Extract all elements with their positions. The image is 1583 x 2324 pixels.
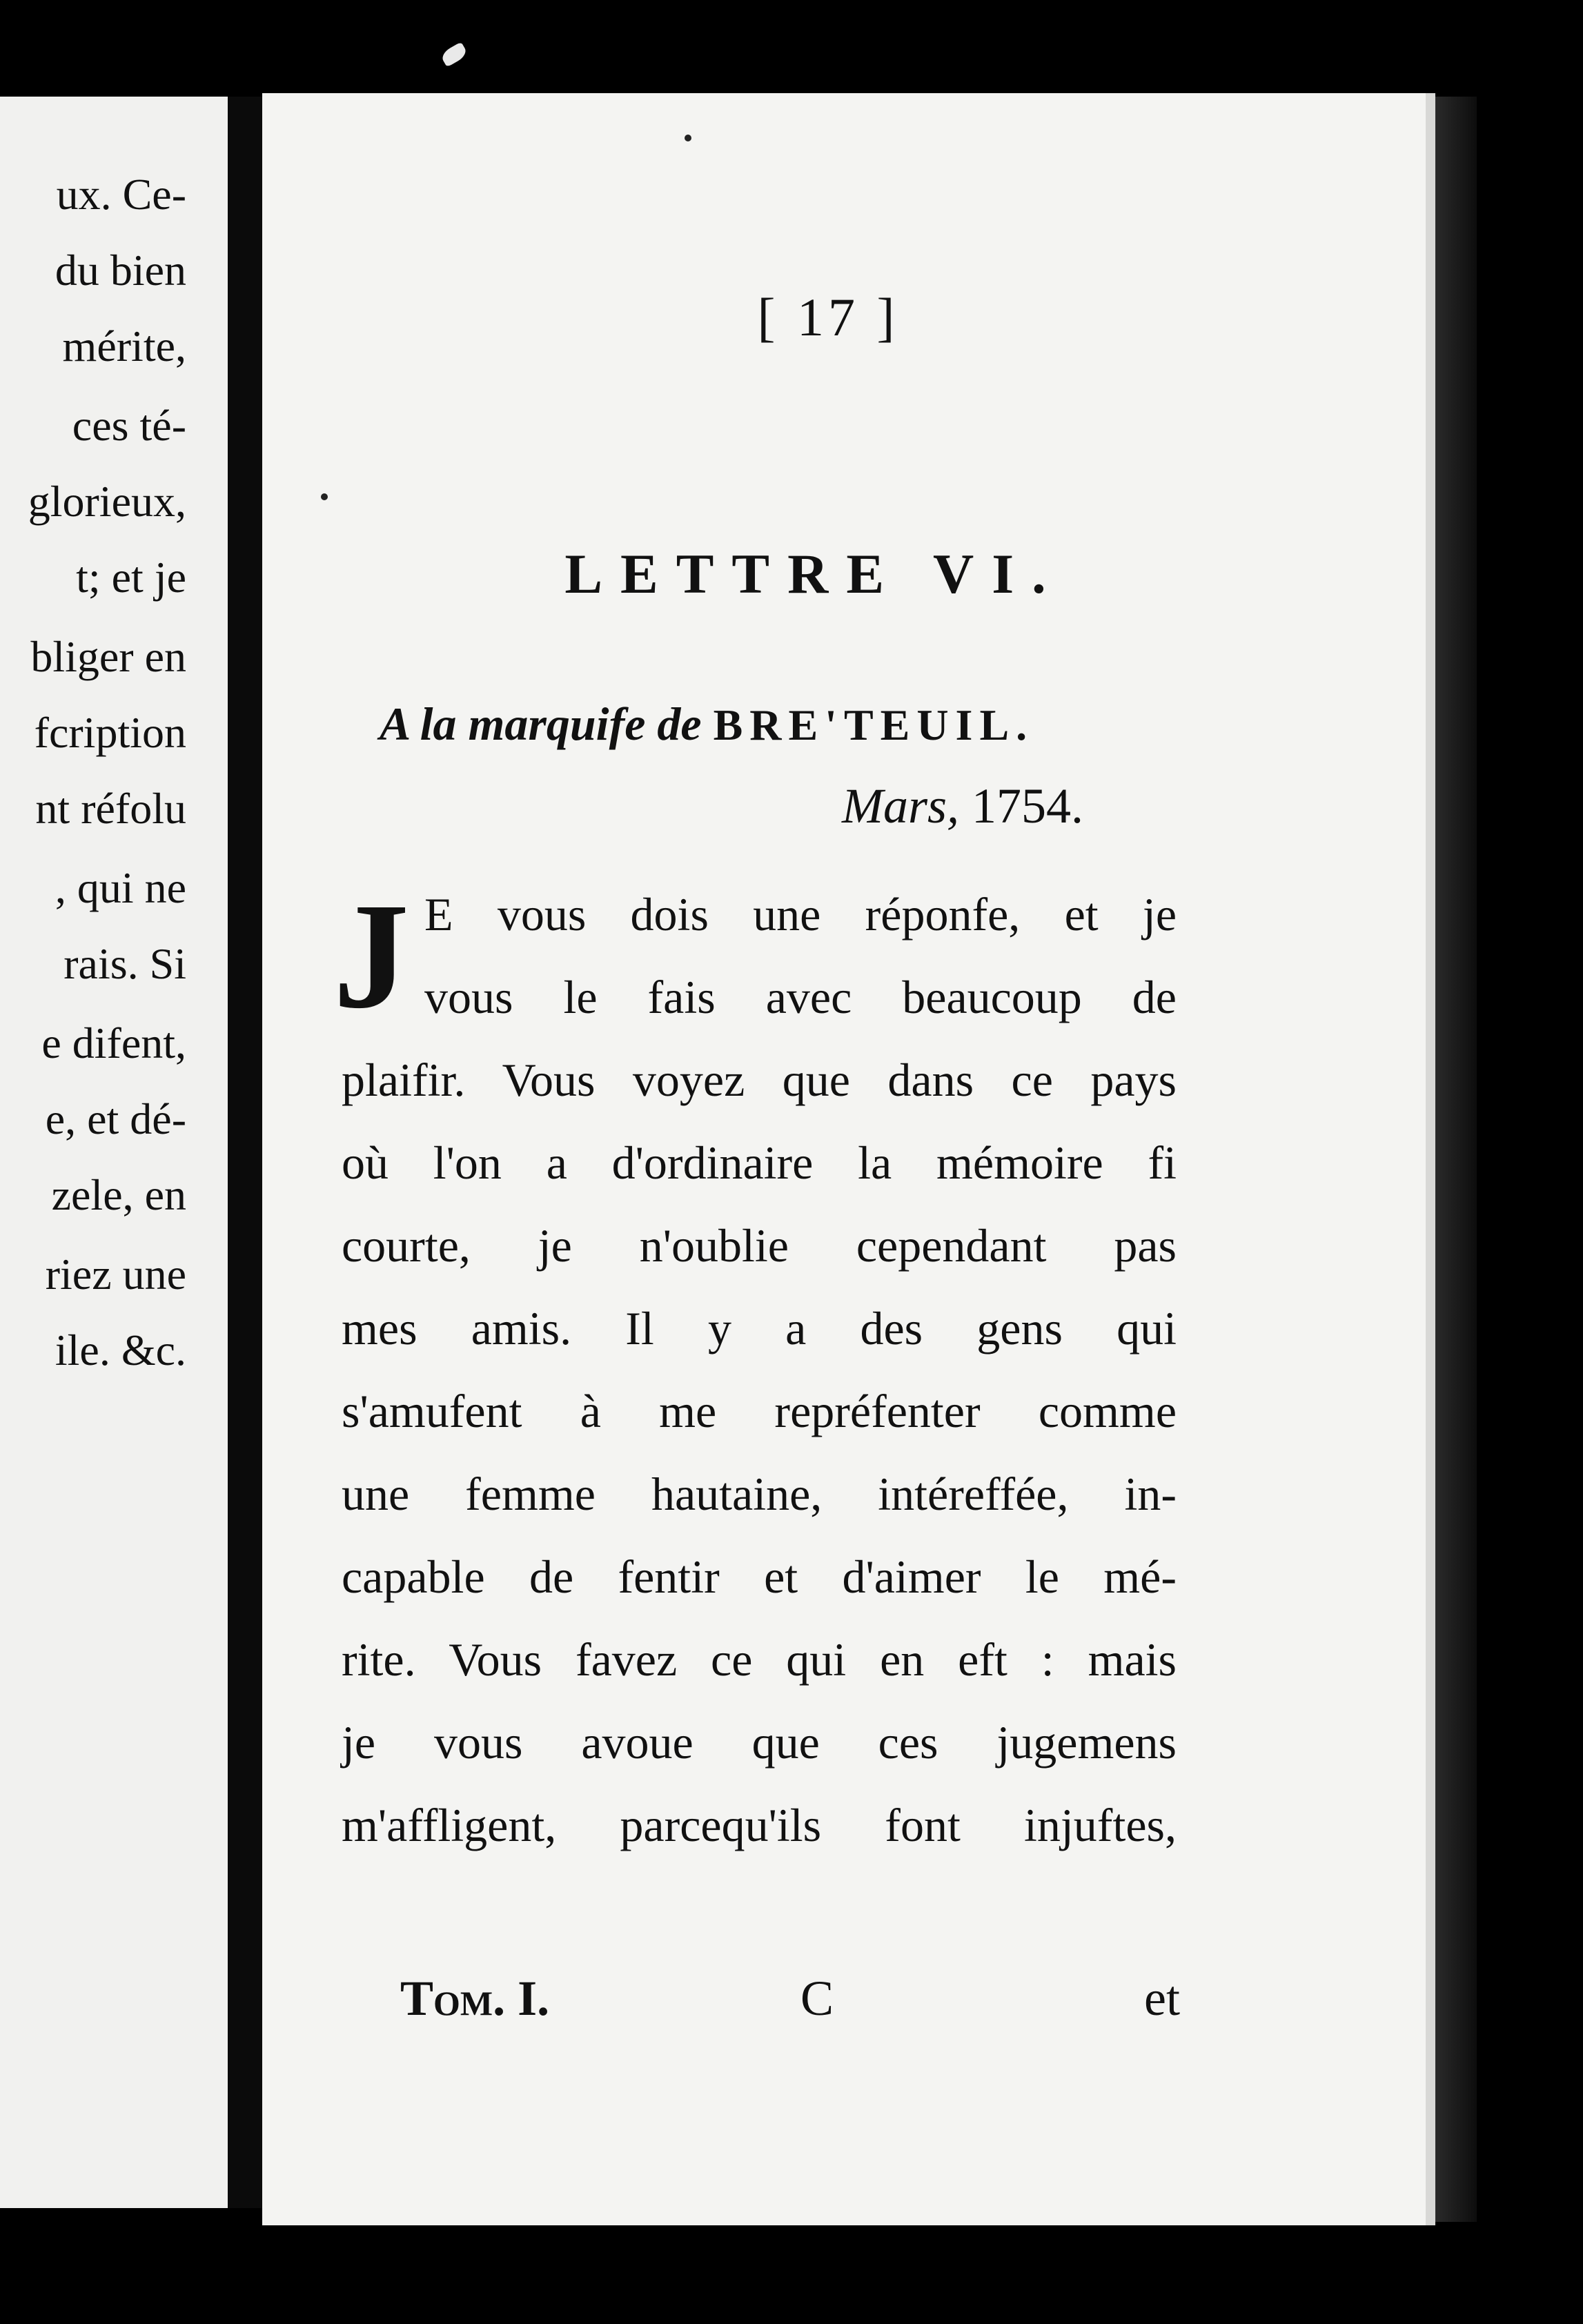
body-line: où l'on a d'ordinaire la mémoire fi [342,1136,1177,1189]
facing-page-line: nt réfolu [35,784,186,833]
date-year: 1754. [972,778,1083,834]
facing-page-line: ux. Ce- [56,170,186,219]
body-line: je vous avoue que ces jugemens [342,1716,1177,1769]
letter-title: LETTRE VI. [564,542,1064,605]
body-line: rite. Vous favez ce qui en eft : mais [342,1633,1177,1686]
catchword: et [1144,1971,1180,2026]
letter-date [842,778,1083,835]
body-line: plaifir. Vous voyez que dans ce pays [342,1054,1177,1106]
facing-page [0,97,228,2208]
body-line: E vous dois une réponfe, et je [424,888,1177,941]
page-edge-shadow [1435,97,1477,2222]
body-line: vous le fais avec beaucoup de [424,971,1177,1023]
facing-page-line: rais. Si [63,939,186,988]
body-line: courte, je n'oublie cependant pas [342,1219,1177,1272]
facing-page-line: bliger en [30,632,186,681]
facing-page-line: zele, en [51,1170,186,1219]
book-gutter [228,97,262,2208]
facing-page-line: du bien [55,246,186,295]
facing-page-line: ile. &c. [55,1326,186,1375]
facing-page-line: ces té- [72,401,186,450]
book-page [262,93,1435,2225]
body-line: s'amufent à me repréfenter comme [342,1385,1177,1437]
scan-smudge [440,41,469,67]
facing-page-line: e, et dé- [45,1094,186,1143]
body-line: mes amis. Il y a des gens qui [342,1302,1177,1355]
addressee-prefix: A la marquife de [380,698,702,750]
addressee-line [380,697,1173,751]
facing-page-line: fcription [34,708,186,757]
facing-page-line: , qui ne [55,863,186,912]
facing-page-line: t; et je [76,553,186,602]
body-line: m'affligent, parcequ'ils font injuftes, [342,1799,1177,1851]
volume-mark: Tom. I. [400,1971,550,2026]
facing-page-line: riez une [45,1250,186,1299]
letter-body [342,873,1177,1867]
ink-speck [685,135,691,141]
ink-speck [321,493,328,500]
body-line: une femme hautaine, intéreffée, in- [342,1468,1177,1520]
drop-cap: J [333,872,409,1040]
date-month: Mars, [841,778,959,834]
addressee-name: BRE'TEUIL. [713,700,1034,749]
facing-page-line: mérite, [62,322,186,371]
facing-page-line: glorieux, [28,477,186,526]
page-footer [400,1970,1180,2032]
signature-mark: C [800,1971,834,2026]
facing-page-line: e difent, [41,1018,186,1067]
page-number: [ 17 ] [757,287,899,347]
body-line: capable de fentir et d'aimer le mé- [342,1550,1177,1603]
